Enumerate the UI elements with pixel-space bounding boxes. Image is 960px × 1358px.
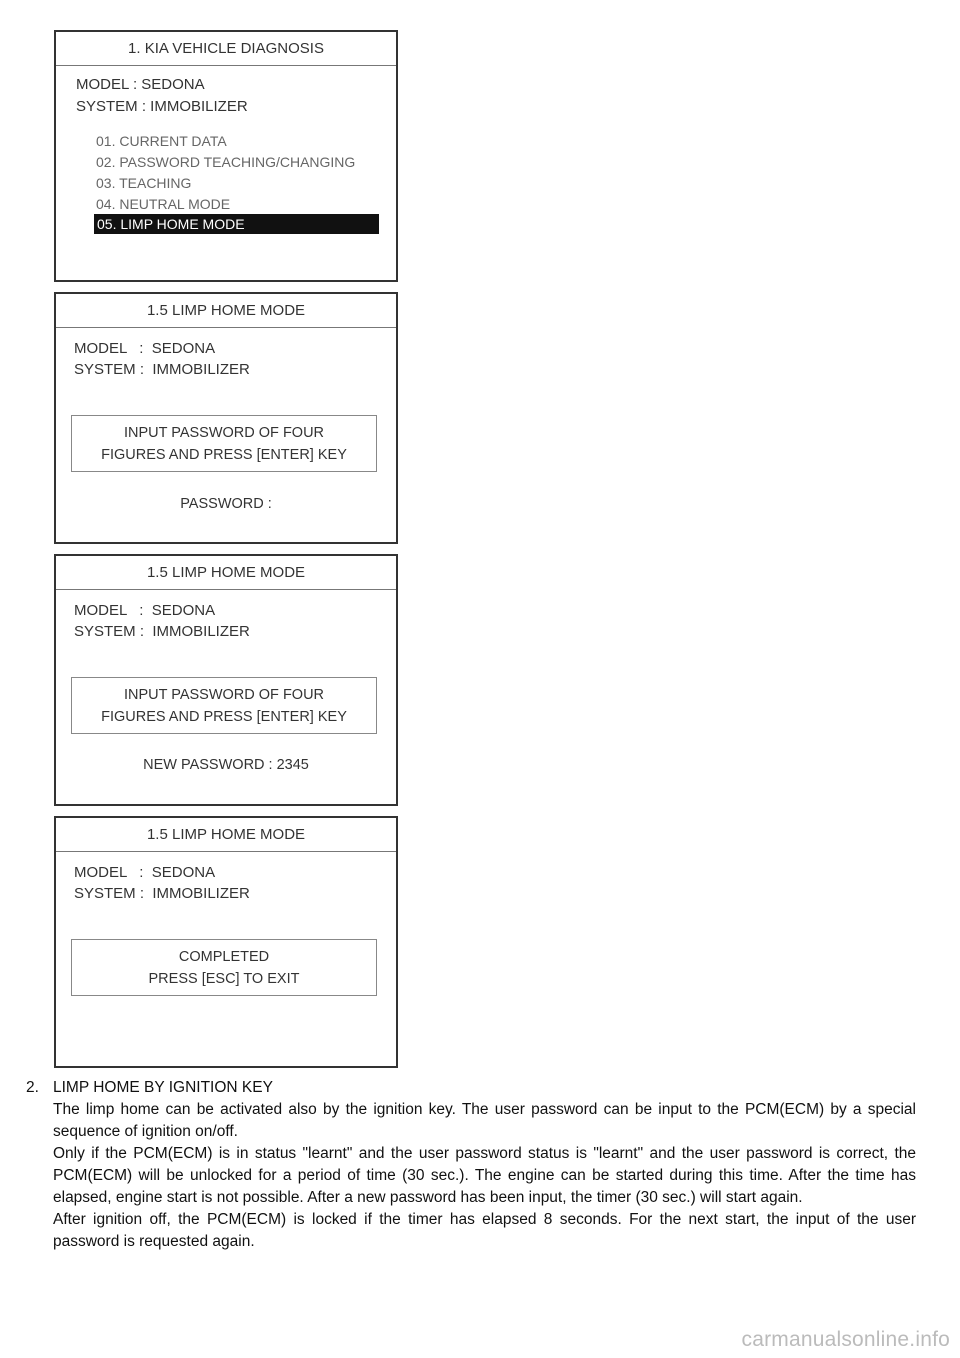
message-line-2: FIGURES AND PRESS [ENTER] KEY — [101, 447, 347, 463]
message-line-2: PRESS [ESC] TO EXIT — [148, 971, 300, 987]
model-label: MODEL : SEDONA — [74, 340, 216, 357]
message-box — [71, 677, 377, 734]
menu-item-password-teaching[interactable]: 02. PASSWORD TEACHING/CHANGING — [96, 154, 356, 170]
screen-title: 1.5 LIMP HOME MODE — [56, 556, 396, 590]
section-heading: LIMP HOME BY IGNITION KEY — [53, 1079, 273, 1096]
document-section — [26, 1077, 916, 1253]
paragraph-2: Only if the PCM(ECM) is in status "learnt" and the user password status is "learnt" and the user password is correct, the PCM(ECM) will be unlocked for a period of time (30 sec.). The engine can be started during this time. After the time has elapsed, engine start is not possible. After a new password has been input, the timer (30 sec.) will start again. — [53, 1145, 916, 1206]
paragraph-1: The limp home can be activated also by the ignition key. The user password can be input to the PCM(ECM) by a special sequence of ignition on/off. — [53, 1101, 916, 1140]
screen-vehicle-diagnosis — [54, 30, 398, 282]
menu-item-limp-home-mode[interactable]: 05. LIMP HOME MODE — [94, 214, 379, 234]
screen-limp-home-password — [54, 292, 398, 544]
menu-item-neutral-mode[interactable]: 04. NEUTRAL MODE — [96, 196, 231, 212]
model-label: MODEL : SEDONA — [74, 602, 216, 619]
screen-title: 1. KIA VEHICLE DIAGNOSIS — [56, 32, 396, 66]
screen-limp-home-new-password — [54, 554, 398, 806]
system-label: SYSTEM : IMMOBILIZER — [74, 885, 250, 902]
message-line-1: INPUT PASSWORD OF FOUR — [123, 425, 325, 441]
menu-item-current-data[interactable]: 01. CURRENT DATA — [96, 133, 227, 149]
password-field[interactable]: PASSWORD : — [180, 496, 272, 512]
system-label: SYSTEM : IMMOBILIZER — [74, 361, 250, 378]
system-label: SYSTEM : IMMOBILIZER — [76, 98, 248, 115]
screen-title: 1.5 LIMP HOME MODE — [56, 818, 396, 852]
message-line-2: FIGURES AND PRESS [ENTER] KEY — [101, 709, 347, 725]
menu-item-teaching[interactable]: 03. TEACHING — [96, 175, 192, 191]
message-line-1: COMPLETED — [178, 949, 270, 965]
system-label: SYSTEM : IMMOBILIZER — [74, 623, 250, 640]
new-password-field[interactable]: NEW PASSWORD : 2345 — [143, 757, 309, 773]
message-box — [71, 415, 377, 472]
model-label: MODEL : SEDONA — [74, 864, 216, 881]
paragraph-3: After ignition off, the PCM(ECM) is locked if the timer has elapsed 8 seconds. For the next start, the input of the user password is requested again. — [53, 1211, 916, 1250]
message-box — [71, 939, 377, 996]
watermark: carmanualsonline.info — [741, 1328, 950, 1351]
section-number: 2. — [26, 1079, 39, 1096]
model-label: MODEL : SEDONA — [76, 76, 205, 93]
screen-title: 1.5 LIMP HOME MODE — [56, 294, 396, 328]
message-line-1: INPUT PASSWORD OF FOUR — [123, 687, 325, 703]
screen-limp-home-completed — [54, 816, 398, 1068]
